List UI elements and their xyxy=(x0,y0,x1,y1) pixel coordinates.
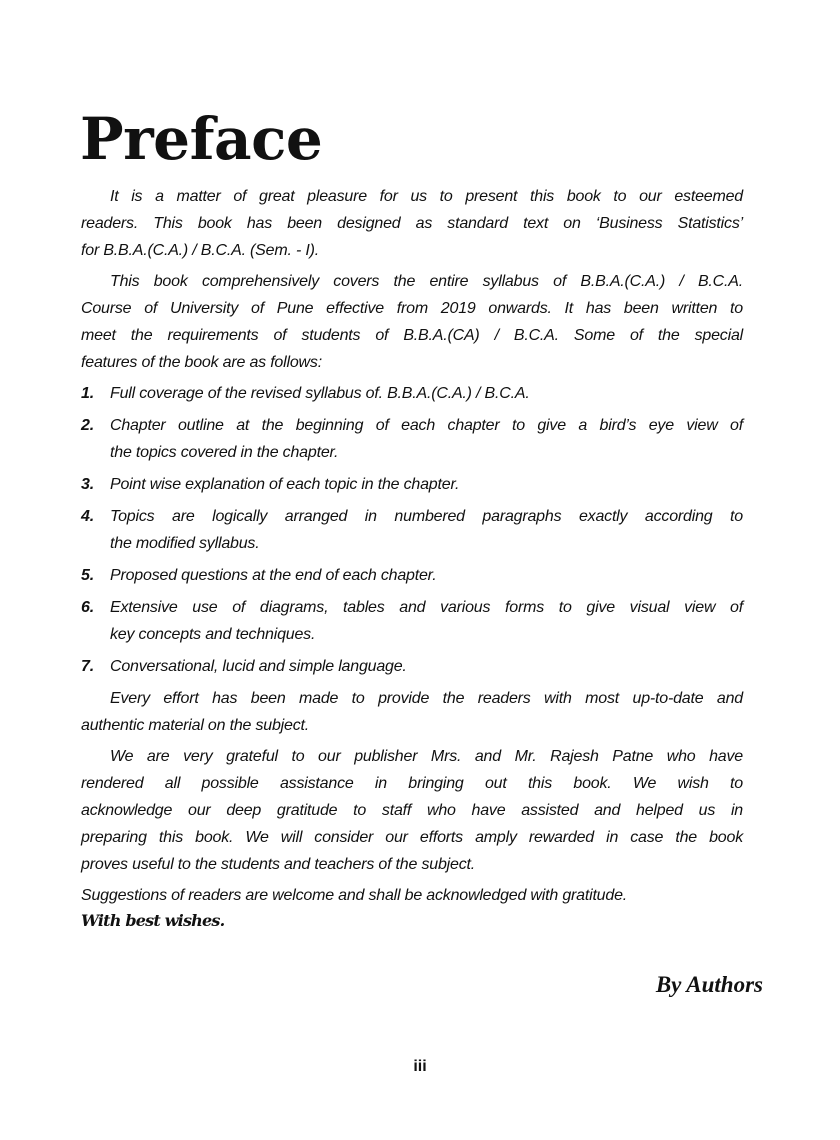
paragraph xyxy=(81,268,743,376)
text-line: We are very grateful to our publisher Mrs. and Mr. Rajesh Patne who have xyxy=(110,748,743,765)
signature: By Authors xyxy=(655,972,763,997)
text-line: rendered all possible assistance in bringing out this book. We wish to xyxy=(81,775,743,792)
text-line: meet the requirements of students of B.B.A.(CA) / B.C.A. Some of the special xyxy=(81,327,743,344)
item-number: 1. xyxy=(81,385,94,402)
suggestions-text: Suggestions of readers are welcome and shall be acknowledged with gratitude. xyxy=(81,887,628,904)
text-line: Chapter outline at the beginning of each chapter to give a bird’s eye view of xyxy=(110,417,743,434)
item-number: 2. xyxy=(81,417,94,434)
paragraph xyxy=(81,743,743,878)
text-line: It is a matter of great pleasure for us to present this book to our esteemed xyxy=(110,188,743,205)
text-line: Extensive use of diagrams, tables and various forms to give visual view of xyxy=(110,599,743,616)
text-line: This book comprehensively covers the entire syllabus of B.B.A.(C.A.) / B.C.A. xyxy=(110,273,743,290)
paragraph xyxy=(81,183,743,264)
feature-list-item xyxy=(81,380,743,407)
feature-list-item xyxy=(81,562,743,589)
feature-list-item xyxy=(81,471,743,498)
preface-body xyxy=(81,183,743,933)
feature-list-item xyxy=(81,594,743,648)
text-line: Proposed questions at the end of each chapter. xyxy=(110,567,437,584)
page-title: Preface xyxy=(80,105,323,173)
text-line: Full coverage of the revised syllabus of. B.B.A.(C.A.) / B.C.A. xyxy=(110,385,530,402)
page-number: iii xyxy=(413,1058,427,1075)
text-line: preparing this book. We will consider our efforts amply rewarded in case the book xyxy=(81,829,743,846)
text-line: authentic material on the subject. xyxy=(81,717,310,734)
item-number: 5. xyxy=(81,567,94,584)
text-line: key concepts and techniques. xyxy=(110,626,316,643)
text-line: the topics covered in the chapter. xyxy=(110,444,339,461)
item-number: 4. xyxy=(81,508,94,525)
feature-list-item xyxy=(81,653,743,680)
item-number: 6. xyxy=(81,599,94,616)
text-line: Course of University of Pune effective from 2019 onwards. It has been written to xyxy=(81,300,743,317)
paragraph xyxy=(81,685,743,739)
text-line: proves useful to the students and teachers of the subject. xyxy=(81,856,475,873)
closing-wishes: With best wishes. xyxy=(81,911,225,930)
text-line: Every effort has been made to provide the readers with most up-to-date and xyxy=(110,690,743,707)
text-line: readers. This book has been designed as standard text on ‘Business Statistics’ xyxy=(81,215,743,232)
item-number: 3. xyxy=(81,476,94,493)
text-line: features of the book are as follows: xyxy=(81,354,322,371)
text-line: Topics are logically arranged in numbered paragraphs exactly according to xyxy=(110,508,743,525)
item-number: 7. xyxy=(81,658,94,675)
feature-list-item xyxy=(81,503,743,557)
text-line: for B.B.A.(C.A.) / B.C.A. (Sem. - I). xyxy=(81,242,319,259)
text-line: acknowledge our deep gratitude to staff who have assisted and helped us in xyxy=(81,802,743,819)
text-line: Conversational, lucid and simple language. xyxy=(110,658,407,675)
feature-list-item xyxy=(81,412,743,466)
text-line: the modified syllabus. xyxy=(110,535,260,552)
text-line: Point wise explanation of each topic in the chapter. xyxy=(110,476,460,493)
